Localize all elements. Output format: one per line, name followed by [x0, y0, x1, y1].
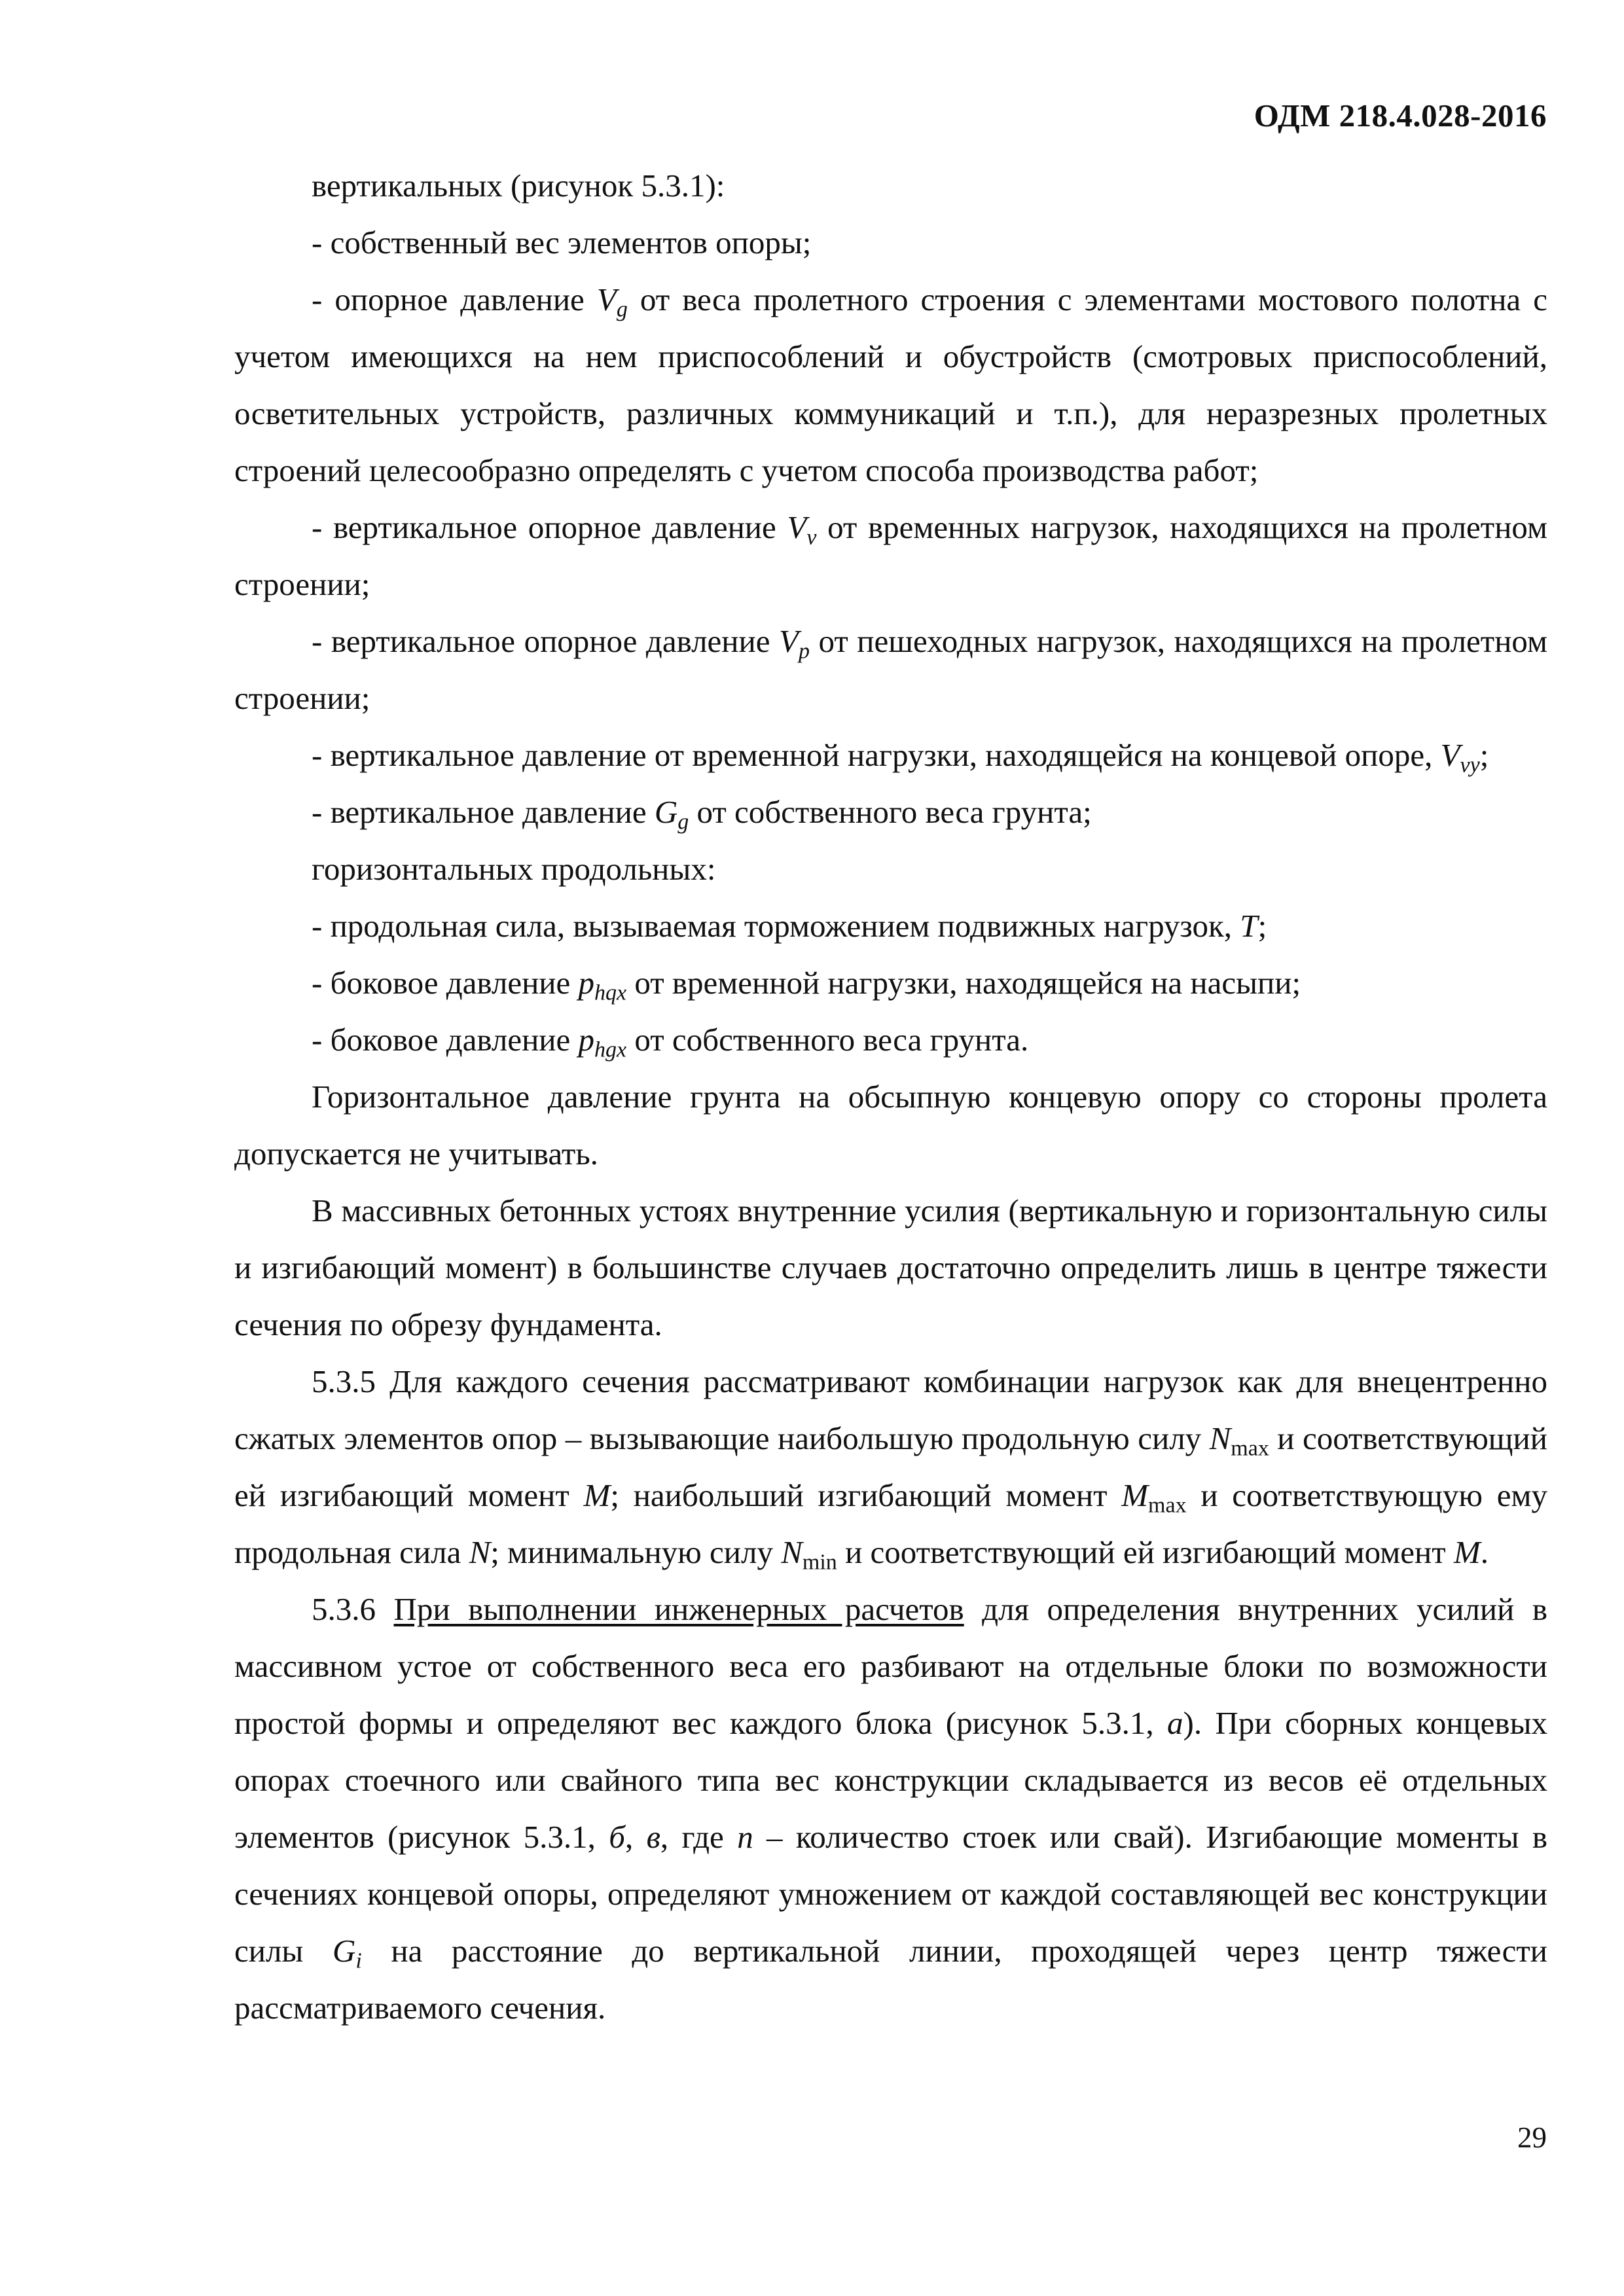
- list-item-vertical-pressure-vvy: - вертикальное давление от временной нагрузки, находящейся на концевой опоре, $V_{vy}$;: [312, 737, 1489, 778]
- list-item-lateral-pressure-phqx: - боковое давление $p_{hqx}$ от временной нагрузки, находящейся на насыпи;: [312, 965, 1301, 1005]
- paragraph-5-3-5: 5.3.5 Для каждого сечения рассматривают комбинации нагрузок как для внецентренно сжатых элементов опор – вызывающие наибольшую продольную силу $N_{max}$ и соответствующий ей изгибающий момент M; наибольший изгибающий момент $M_{max}$ и соответствующую ему продольная сила N; минимальную силу $N_{min}$ и соответствующий ей изгибающий момент M.: [234, 1363, 1547, 1575]
- list-item-support-pressure-vp: - вертикальное опорное давление $V_p$ от пешеходных нагрузок, находящихся на пролетном строении;: [234, 623, 1547, 716]
- list-item-lateral-pressure-phgx: - боковое давление $p_{hgx}$ от собственного веса грунта.: [312, 1022, 1029, 1062]
- document-code-header: ОДМ 218.4.028-2016: [1254, 98, 1547, 134]
- list-item-support-pressure-vg: - опорное давление $V_g$ от веса пролетного строения с элементами мостового полотна с учетом имеющихся на нем приспособлений и обустройств (смотровых приспособлений, осветительных устройств, различных коммуникаций и т.п.), для неразрезных пролетных строений целесообразно определять с учетом способа производства работ;: [234, 281, 1547, 488]
- paragraph-vertical-intro: вертикальных (рисунок 5.3.1):: [312, 168, 725, 204]
- document-body: [234, 157, 1547, 2036]
- list-item-braking-force: - продольная сила, вызываемая торможением подвижных нагрузок, T;: [312, 908, 1267, 944]
- paragraph-massive-abutments: В массивных бетонных устоях внутренние усилия (вертикальную и горизонтальную силы и изгибающий момент) в большинстве случаев достаточно определить лишь в центре тяжести сечения по обрезу фундамента.: [234, 1193, 1547, 1342]
- paragraph-5-3-6: 5.3.6 При выполнении инженерных расчетов для определения внутренних усилий в массивном устое от собственного веса его разбивают на отдельные блоки по возможности простой формы и определяют вес каждого блока (рисунок 5.3.1, а). При сборных концевых опорах стоечного или свайного типа вес конструкции складывается из весов её отдельных элементов (рисунок 5.3.1, б, в, где n – количество стоек или свай). Изгибающие моменты в сечениях концевой опоры, определяют умножением от каждой составляющей вес конструкции силы $G_i$ на расстояние до вертикальной линии, проходящей через центр тяжести рассматриваемого сечения.: [234, 1591, 1548, 2026]
- list-item-support-pressure-vv: - вертикальное опорное давление $V_v$ от временных нагрузок, находящихся на пролетном строении;: [234, 509, 1547, 602]
- page-number: 29: [1517, 2121, 1547, 2154]
- list-item-vertical-pressure-gg: - вертикальное давление $G_g$ от собственного веса грунта;: [312, 794, 1092, 834]
- paragraph-horizontal-intro: горизонтальных продольных:: [312, 851, 716, 887]
- underlined-phrase: При выполнении инженерных расчетов: [393, 1591, 964, 1627]
- list-item-own-weight: - собственный вес элементов опоры;: [312, 224, 812, 260]
- paragraph-horizontal-pressure-note: Горизонтальное давление грунта на обсыпную концевую опору со стороны пролета допускается не учитывать.: [234, 1079, 1547, 1172]
